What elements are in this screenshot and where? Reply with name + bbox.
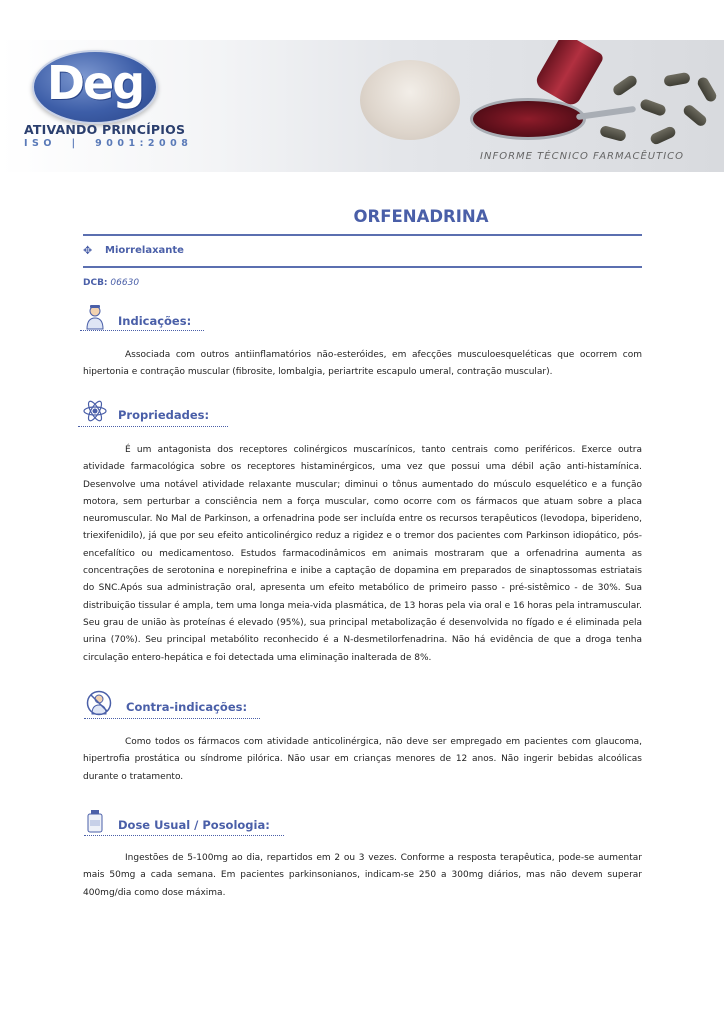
capsule-image [599,125,627,142]
section-underline [84,835,284,836]
title-rule-bottom [83,266,642,268]
section-underline [80,330,204,331]
atom-icon [82,398,108,424]
capsule-image [649,125,677,146]
logo-text: Deg [46,56,144,110]
spoon-handle-image [576,106,636,120]
dcb-label: DCB: [83,278,108,288]
document-title: ORFENADRINA [353,207,489,226]
dcb-row [83,278,139,288]
section-dose-text: Ingestões de 5-100mg ao dia, repartidos em 2 ou 3 vezes. Conforme a resposta terapêutica, pode-se aumentar mais 50mg a cada semana. Em pacientes parkinsonianos, indicam-se 250 a 300mg diários, mas não devem superar 400mg/dia como dose máxima. [83,853,642,898]
company-logo [32,50,158,124]
category-label: Miorrelaxante [105,245,184,256]
section-title: Contra-indicações: [126,700,248,714]
section-title: Dose Usual / Posologia: [118,818,270,832]
capsule-image [682,103,709,128]
section-underline [84,718,260,719]
category-bullet-icon: ✥ [83,244,93,257]
prohibited-doctor-icon [86,690,112,716]
powder-bowl-image [360,60,460,140]
category-row [83,244,184,257]
capsule-image [639,98,667,117]
section-title: Indicações: [118,314,192,328]
medicine-bottle-icon [82,808,108,834]
iso-certification: ISO | 9001:2008 [24,138,193,149]
logo-tagline: ATIVANDO PRINCÍPIOS [24,122,186,137]
capsule-image [663,72,691,87]
header-subtitle: INFORME TÉCNICO FARMACÊUTICO [480,151,684,162]
section-indicacoes-text: Associada com outros antiinflamatórios não-esteróides, em afecções musculoesqueléticas que ocorrem com hipertonia e contração muscular (fibrosite, lombalgia, periartrite escapulo umeral, contração muscular). [83,350,642,378]
capsule-image [611,74,639,98]
section-propriedades-header [82,398,209,424]
doctor-icon [82,304,108,330]
section-title: Propriedades: [118,408,210,422]
capsule-image [696,75,719,103]
page-header [0,40,724,172]
syrup-bottle-image [533,40,605,108]
spoon-image [470,98,586,140]
dcb-value: 06630 [110,278,140,288]
section-indicacoes-header [82,304,191,330]
section-contraindicacoes-header [86,690,247,716]
section-propriedades-text: É um antagonista dos receptores colinérgicos muscarínicos, tanto centrais como periféricos. Exerce outra atividade farmacológica sobre os receptores histaminérgicos, uma vez que possui uma débil ação anti-histamínica. Desenvolve uma notável atividade relaxante muscular; diminui o tônus aumentado do músculo esquelético e a função motora, sem perturbar a consciência nem a força muscular, como ocorre com os fármacos que atuam sobre a placa neuromuscular. No Mal de Parkinson, a orfenadrina pode ser incluída entre os recursos terapêuticos (levodopa, biperideno, triexifenidilo), já que por seu efeito anticolinérgico reduz a rigidez e o tremor dos pacientes com Parkinson idiopático, pós-encefalítico ou medicamentoso. Estudos farmacodinâmicos em animais mostraram que a orfenadrina aumenta as concentrações de serotonina e norepinefrina e inibe a captação de dopamina em preparados de sinaptossomas estriatais do SNC.Após sua administração oral, apresenta um efeito metabólico de primeiro passo - pré-sistêmico - de 30%. Sua distribuição tissular é ampla, tem uma longa meia-vida plasmática, de 13 horas pela via oral e 16 horas pela intramuscular. Seu grau de união às proteínas é elevado (95%), sua principal metabolização é desenvolvida no fígado e é eliminada pela urina (70%). Seu principal metabólito reconhecido é a N-desmetilorfenadrina. Não há evidência de que a droga tenha circulação entero-hepática e foi detectada uma eliminação inalterada de 8%. [83,445,642,663]
section-dose-header [82,808,270,834]
title-rule-top [83,234,642,236]
section-contraindicacoes-text: Como todos os fármacos com atividade anticolinérgica, não deve ser empregado em pacientes com glaucoma, hipertrofia prostática ou síndrome pilórica. Não usar em crianças menores de 12 anos. Não ingerir bebidas alcoólicas durante o tratamento. [83,737,642,782]
section-underline [78,426,228,427]
